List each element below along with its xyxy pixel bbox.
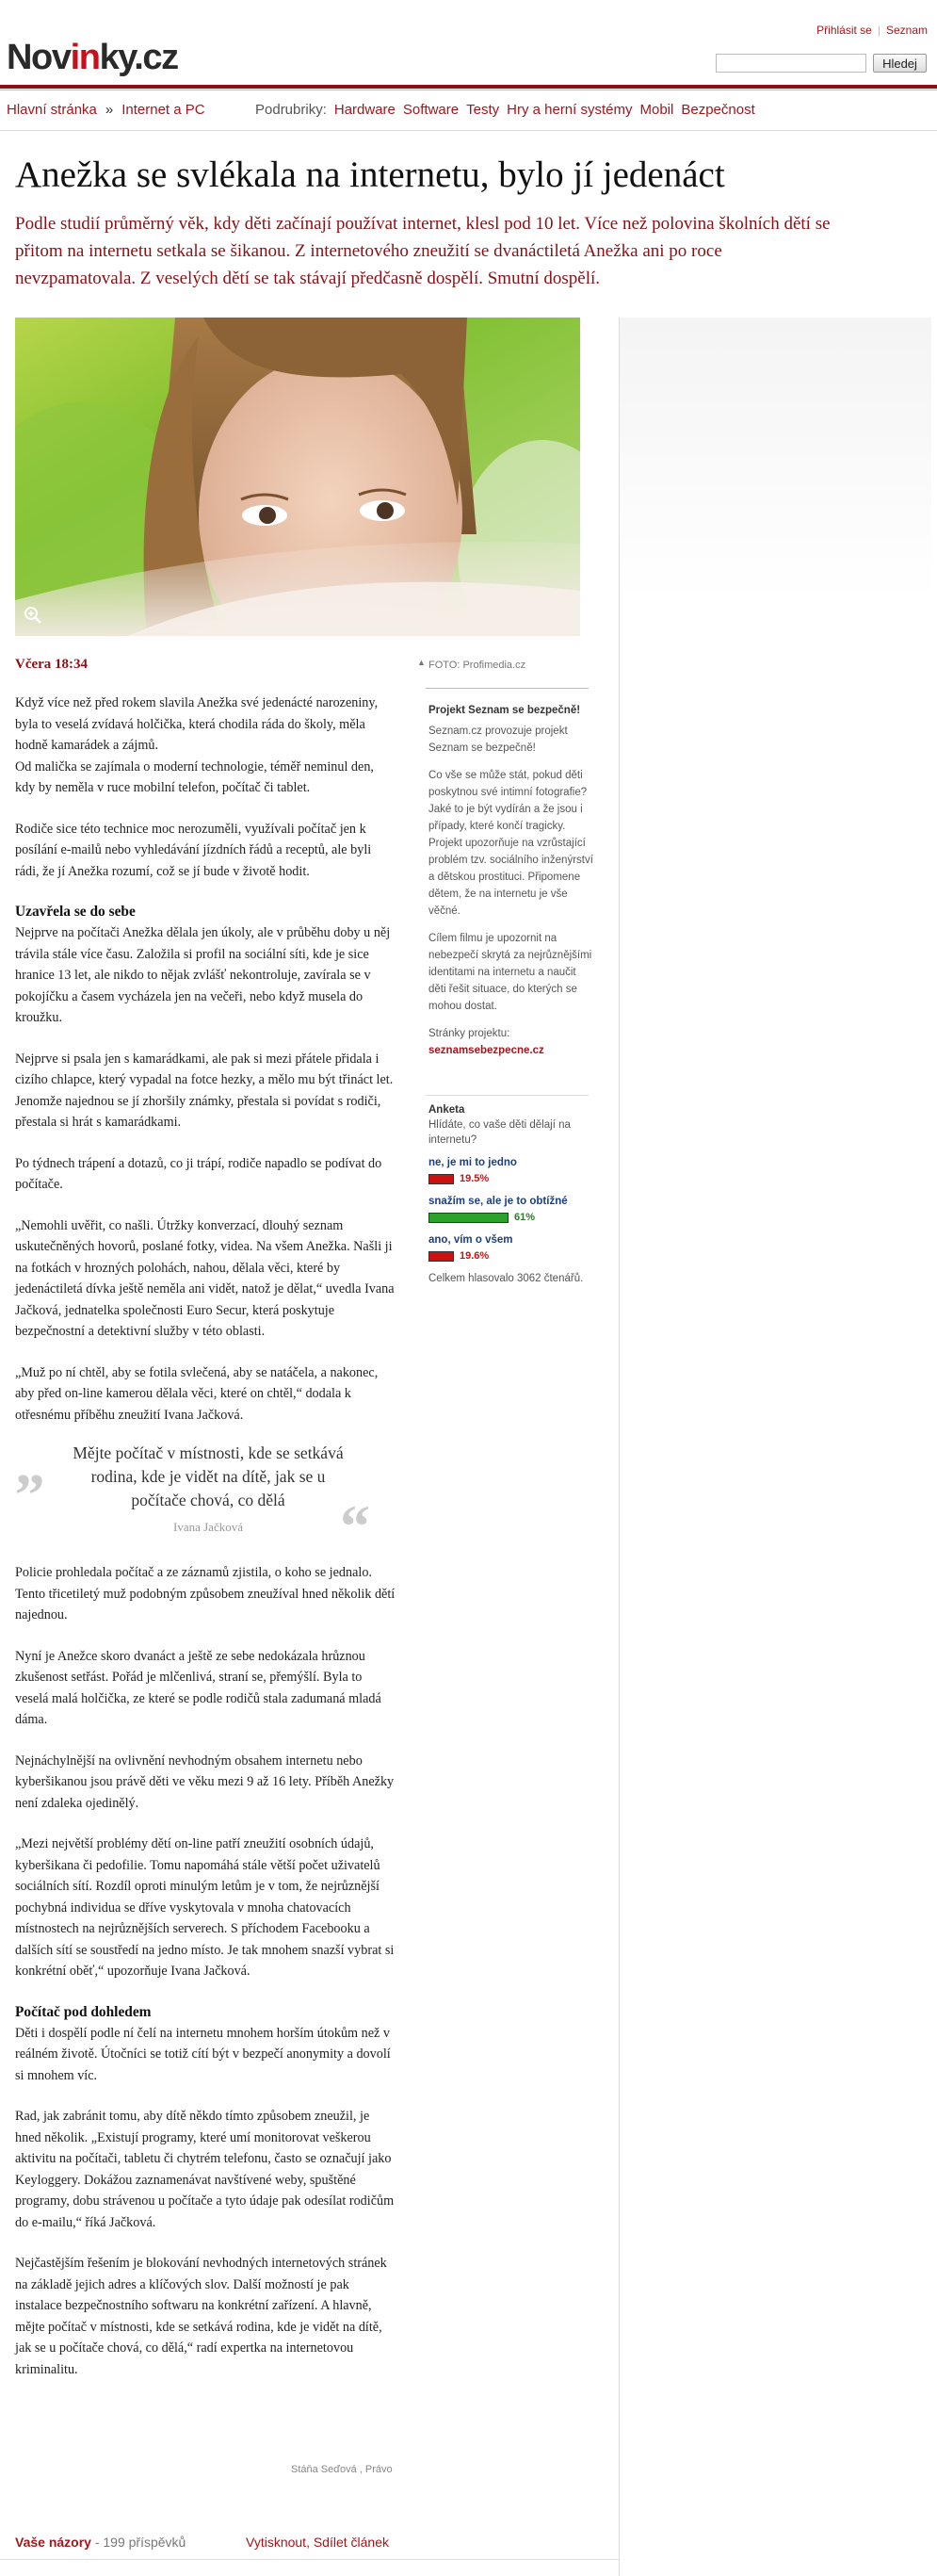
article-headline: Anežka se svlékala na internetu, bylo jí jedenáct xyxy=(15,155,725,195)
article-footer xyxy=(15,2535,401,2550)
article-subheading: Počítač pod dohledem xyxy=(15,2003,152,2020)
article-subheading: Uzavřela se do sebe xyxy=(15,904,136,920)
poll-option[interactable] xyxy=(428,1155,593,1186)
paragraph-text: Od malička se zajímala o moderní technologie, téměř neminul den, kdy by neměla v ruce mobilní telefon, počítač či tablet. xyxy=(15,758,374,795)
login-link[interactable]: Přihlásit se xyxy=(816,24,872,37)
breadcrumb-section[interactable]: Internet a PC xyxy=(121,102,205,118)
breadcrumb-arrow: » xyxy=(105,102,114,118)
promo-link-label: Stránky projektu: xyxy=(428,1028,510,1039)
logo-part-1: Nov xyxy=(7,38,71,77)
pull-quote-author: Ivana Jačková xyxy=(173,1520,243,1534)
comments-count: - 199 příspěvků xyxy=(94,2535,186,2550)
article-paragraph: Nejprve si psala jen s kamarádkami, ale pak si mezi přátele přidala i cizího chlapce, který vypadal na fotce hezky, a mělo mu být třináct let. Jenomže najednou se jí zhoršily známky, přestala si povídat s rodiči, přestala si hrát s kamarádkami. xyxy=(15,1051,394,1130)
poll-divider xyxy=(426,1095,589,1096)
paragraph-text: Když více než před rokem slavila Anežka své jedenácté narozeniny, byla to veselá zvídavá holčička, která chodila ráda do školy, měla hodně kamarádek a zájmů. xyxy=(15,695,379,753)
article-paragraph: Rad, jak zabránit tomu, aby dítě někdo tímto způsobem zneužil, je hned několik. „Existují programy, které umí monitorovat veškerou aktivitu na počítači, tabletu či chytrém telefonu, často se označují jako Keyloggery. Dokážou zaznamenávat navštívené weby, spuštěné programy, dobu strávenou u počítače a tyto údaje pak odesílat rodičům do e-mailu,“ říká Jačková. xyxy=(15,2109,395,2230)
top-links-separator: | xyxy=(877,24,880,37)
article-paragraph: „Muž po ní chtěl, aby se fotila svlečená, aby se natáčela, a nakonec, aby před on-line kamerou dělala věci, které on chtěl,“ dodala k otřesnému příběhu zneužití Ivana Jačková. xyxy=(15,1364,379,1423)
poll-box xyxy=(428,1102,593,1286)
seznam-link[interactable]: Seznam xyxy=(885,24,928,37)
article-paragraph: „Nemohli uvěřit, co našli. Útržky konverzací, dlouhý seznam uskutečněných hovorů, poslané fotky, videa. Na všem Anežka. Našli ji na fotkách v hrozných polohách, nahou, dělala věci, které by jedenáctiletá dívka ještě neměla ani vidět, natož je dělat,“ uvedla Ivana Jačková, jednatelka společnosti Euro Secur, která poskytuje bezpečnostní a detektivní služby v této oblasti. xyxy=(15,1217,395,1339)
subsection-nav xyxy=(255,102,755,118)
article-paragraph: Po týdnech trápení a dotazů, co ji trápí, rodiče napadlo se podívat do počítače. xyxy=(15,1155,382,1192)
promo-paragraph: Cílem filmu je upozornit na nebezpečí skrytá za nejrůznějšími identitami na internetu a naučit děti řešit situace, do kterých se mohou dostat. xyxy=(428,933,592,1012)
nav-item-software[interactable]: Software xyxy=(402,102,460,118)
article-paragraph: Nyní je Anežce skoro dvanáct a ještě ze sebe nedokázala hrůznou zkušenost setřást. Pořád je mlčenlivá, straní se, přemýšlí. Byla to veselá malá holčička, ze které se podle rodičů stala zadumaná mladá dáma. xyxy=(15,1648,381,1727)
header-divider xyxy=(0,85,937,89)
nav-item-testy[interactable]: Testy xyxy=(466,102,500,118)
poll-bar xyxy=(428,1251,454,1262)
article-paragraph: Nejnáchylnější na ovlivnění nevhodným obsahem internetu nebo kyberšikanou jsou právě děti ve věku mezi 9 až 16 lety. Příběh Anežky není zdaleka ojedinělý. xyxy=(15,1753,395,1811)
promo-paragraph: Co vše se může stát, pokud děti poskytnou své intimní fotografie? Jaké to je být vydírán a že jsou i případy, které končí tragicky. Projekt upozorňuje na vzrůstající problém tzv. sociálního inženýrství a dětskou prostituci. Připomene dětem, že na internetu je vše věčné. xyxy=(428,770,593,917)
article-photo[interactable] xyxy=(15,318,580,636)
article-paragraph: Děti i dospělí podle ní čelí na internetu mnohem horším útokům než v reálném životě. Útočníci se totiž cítí být v bezpečí anonymity a dovolí si mnohem víc. xyxy=(15,2025,391,2083)
article-author: Stáňa Seďová , Právo xyxy=(291,2464,393,2475)
poll-option-label[interactable]: snažím se, ale je to obtížné xyxy=(428,1196,568,1207)
breadcrumb-home[interactable]: Hlavní stránka xyxy=(7,102,97,118)
poll-percent: 19.6% xyxy=(460,1250,490,1262)
article-perex: Podle studií průměrný věk, kdy děti začínají používat internet, klesl pod 10 let. Více než polovina školních dětí se přitom na internetu setkala se šikanou. Z internetového zneužití se dvanáctiletá Anežka ani po roce nevzpamatovala. Z veselých dětí se tak stávají předčasně dospělí. Smutní dospělí. xyxy=(15,214,831,288)
nav-item-mobil[interactable]: Mobil xyxy=(639,102,674,118)
poll-bar xyxy=(428,1213,509,1223)
search-input[interactable] xyxy=(716,54,866,73)
article-dateline: Včera 18:34 xyxy=(15,657,89,672)
breadcrumb-nav xyxy=(7,102,929,118)
poll-bar xyxy=(428,1174,454,1184)
site-logo[interactable] xyxy=(7,38,178,78)
poll-option[interactable] xyxy=(428,1232,593,1264)
article-body xyxy=(15,693,396,2400)
promo-title: Projekt Seznam se bezpečně! xyxy=(428,705,581,716)
poll-option-label[interactable]: ne, je mi to jedno xyxy=(428,1157,517,1168)
promo-divider xyxy=(426,688,589,689)
photo-girl-illustration xyxy=(15,318,580,636)
nav-item-bezpecnost[interactable]: Bezpečnost xyxy=(681,102,755,118)
poll-option[interactable] xyxy=(428,1194,593,1225)
logo-part-3: ky.cz xyxy=(99,38,178,77)
article-paragraph: „Mezi největší problémy dětí on-line patří zneužití osobních údajů, kyberšikana či pedofilie. Tomu napomáhá stále větší počet uživatelů sociálních sítí. Rozdíl oproti minulým letům je v tom, že nejrůznější pochybná individua se dříve vyskytovala v mnoha chatovacích místnostech na nejrůznějších serverech. S příchodem Facebooku a dalších sítí se soustředí na jedno místo. Je tak mnohem snazší vybrat si konkrétní oběť,“ upozorňuje Ivana Jačková. xyxy=(15,1836,395,1979)
article-paragraph: Policie prohledala počítač a ze záznamů zjistila, o koho se jednalo. Tento třicetiletý muž podobným způsobem zneužíval hned několik dětí najednou. xyxy=(15,1565,396,1622)
promo-paragraph: Seznam.cz provozuje projekt Seznam se bezpečně! xyxy=(428,726,568,754)
print-share-link[interactable]: Vytisknout, Sdílet článek xyxy=(246,2535,390,2550)
search-button[interactable]: Hledej xyxy=(873,54,927,73)
logo-part-2: in xyxy=(70,38,100,77)
pull-quote-text: Mějte počítač v místnosti, kde se setkává rodina, kde je vidět na dítě, jak se u počítače chová, co dělá xyxy=(73,1443,344,1509)
zoom-icon[interactable] xyxy=(23,605,43,626)
quote-open-icon: „ xyxy=(15,1430,45,1497)
promo-link[interactable]: seznamsebezpecne.cz xyxy=(428,1045,544,1056)
top-links xyxy=(816,24,928,37)
poll-percent: 19.5% xyxy=(460,1173,490,1184)
nav-item-hry[interactable]: Hry a herní systémy xyxy=(507,102,633,118)
subsection-label: Podrubriky: xyxy=(255,102,327,118)
nav-divider xyxy=(0,130,937,131)
poll-percent: 61% xyxy=(514,1212,536,1223)
poll-question: Hlídáte, co vaše děti dělají na internetu? xyxy=(428,1119,571,1146)
poll-title: Anketa xyxy=(428,1104,465,1116)
poll-total: Celkem hlasovalo 3062 čtenářů. xyxy=(428,1273,584,1284)
article-paragraph: Nejčastějším řešením je blokování nevhodných internetových stránek na základě jejich adres a klíčových slov. Další možností je pak instalace bezpečnostního softwaru na konkrétní zařízení. A hlavně, mějte počítač v místnosti, kde se setkává rodina, kde je vidět na dítě, jak se u počítače chová, co dělá,“ radí expertka na internetovou kriminalitu. xyxy=(15,2256,387,2377)
article-paragraph: Nejprve na počítači Anežka dělala jen úkoly, ale v průběhu doby u něj trávila stále více času. Založila si profil na sociální síti, kde je sice hranice 13 let, ale nikdo to nějak zvlášť nekontroluje, zavírala se v pokojíčku a časem vycházela jen na večeři, nebo když musela do kroužku. xyxy=(15,925,391,1025)
pull-quote xyxy=(15,1430,396,1559)
article-paragraph xyxy=(15,693,396,799)
quote-close-icon: “ xyxy=(340,1492,370,1559)
footer-divider xyxy=(0,2559,619,2560)
photo-credit-icon: ▲ xyxy=(417,658,426,667)
comments-link[interactable]: Vaše názory xyxy=(15,2535,91,2550)
poll-option-label[interactable]: ano, vím o všem xyxy=(428,1234,513,1246)
sidebar-column xyxy=(619,318,931,2576)
photo-credit: FOTO: Profimedia.cz xyxy=(428,660,526,671)
promo-box xyxy=(428,702,593,1059)
nav-item-hardware[interactable]: Hardware xyxy=(333,102,396,118)
article-paragraph: Rodiče sice této technice moc nerozuměli, využívali počítač jen k posílání e-mailů nebo vyhledávání jízdních řádů a receptů, ale byli rádi, že jí Anežka rozumí, což se jí bude v životě hodit. xyxy=(15,821,372,879)
